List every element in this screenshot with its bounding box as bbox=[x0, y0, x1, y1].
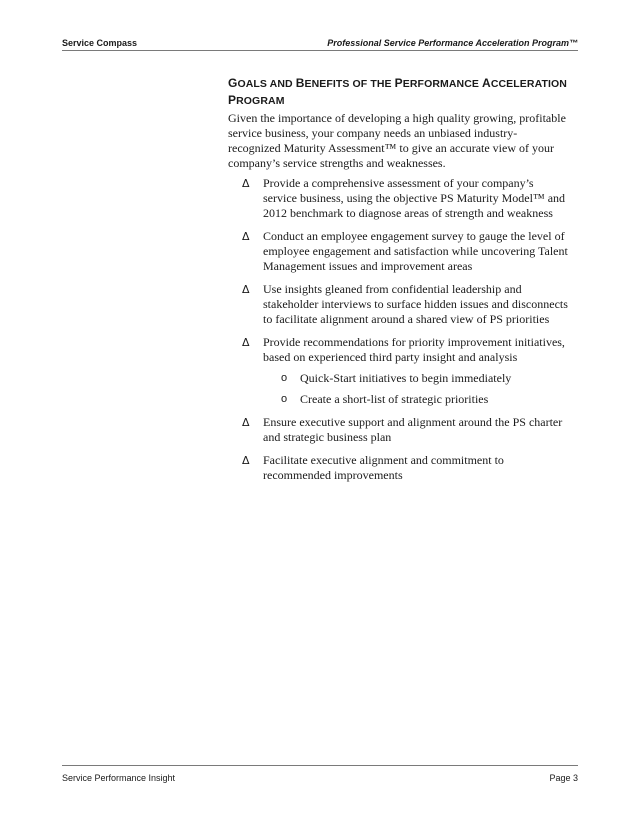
benefits-list bbox=[228, 176, 568, 483]
main-content bbox=[228, 75, 568, 491]
heading-cap: B bbox=[295, 76, 305, 90]
heading-part: OALS AND bbox=[237, 78, 296, 90]
sub-list-item-text: Create a short-list of strategic priorities bbox=[300, 392, 489, 406]
sub-list-item bbox=[263, 392, 568, 407]
delta-bullet-icon: Δ bbox=[242, 283, 250, 296]
sub-list-item bbox=[263, 371, 568, 386]
header-left-text: Service Compass bbox=[62, 38, 138, 48]
section-heading bbox=[228, 75, 568, 109]
heading-part: CCELERATION bbox=[490, 78, 567, 90]
header-right-text: Professional Service Performance Acceleration Program™ bbox=[327, 38, 578, 48]
list-item-text: Use insights gleaned from confidential leadership and stakeholder interviews to surface hidden issues and disconnects to facilitate alignment around a shared view of PS priorities bbox=[263, 282, 568, 326]
list-item bbox=[228, 453, 568, 483]
list-item-text: Conduct an employee engagement survey to gauge the level of employee engagement and satisfaction while uncovering Talent Management issues and improvement areas bbox=[263, 229, 568, 273]
list-item bbox=[228, 335, 568, 407]
sub-list bbox=[263, 371, 568, 407]
heading-cap: A bbox=[482, 76, 491, 90]
delta-bullet-icon: Δ bbox=[242, 416, 250, 429]
list-item-text: Facilitate executive alignment and commitment to recommended improvements bbox=[263, 453, 504, 482]
sub-list-item-text: Quick-Start initiatives to begin immediately bbox=[300, 371, 512, 385]
heading-cap: P bbox=[394, 76, 403, 90]
heading-part: ROGRAM bbox=[236, 95, 285, 107]
delta-bullet-icon: Δ bbox=[242, 230, 250, 243]
heading-cap: G bbox=[228, 76, 238, 90]
intro-paragraph: Given the importance of developing a high quality growing, profitable service business, your company needs an unbiased industry-recognized Maturity Assessment™ to give an accurate view of your company’s service strengths and weaknesses. bbox=[228, 111, 566, 170]
list-item bbox=[228, 415, 568, 445]
heading-part: ERFORMANCE bbox=[402, 78, 483, 90]
page-header bbox=[62, 32, 578, 51]
circle-bullet-icon: o bbox=[281, 393, 288, 405]
circle-bullet-icon: o bbox=[281, 372, 288, 384]
list-item bbox=[228, 229, 568, 274]
footer-left-text: Service Performance Insight bbox=[62, 773, 176, 783]
list-item bbox=[228, 282, 568, 327]
delta-bullet-icon: Δ bbox=[242, 336, 250, 349]
heading-cap: P bbox=[228, 93, 237, 107]
list-item bbox=[228, 176, 568, 221]
list-item-text: Ensure executive support and alignment around the PS charter and strategic business plan bbox=[263, 415, 563, 444]
page-number: Page 3 bbox=[549, 773, 578, 783]
page-footer bbox=[62, 765, 578, 788]
list-item-text: Provide a comprehensive assessment of your company’s service business, using the objective PS Maturity Model™ and 2012 benchmark to diagnose areas of strength and weakness bbox=[263, 176, 566, 220]
heading-part: ENEFITS OF THE bbox=[304, 78, 395, 90]
delta-bullet-icon: Δ bbox=[242, 454, 250, 467]
delta-bullet-icon: Δ bbox=[242, 177, 250, 190]
list-item-text: Provide recommendations for priority improvement initiatives, based on experienced third party insight and analysis bbox=[263, 335, 565, 364]
